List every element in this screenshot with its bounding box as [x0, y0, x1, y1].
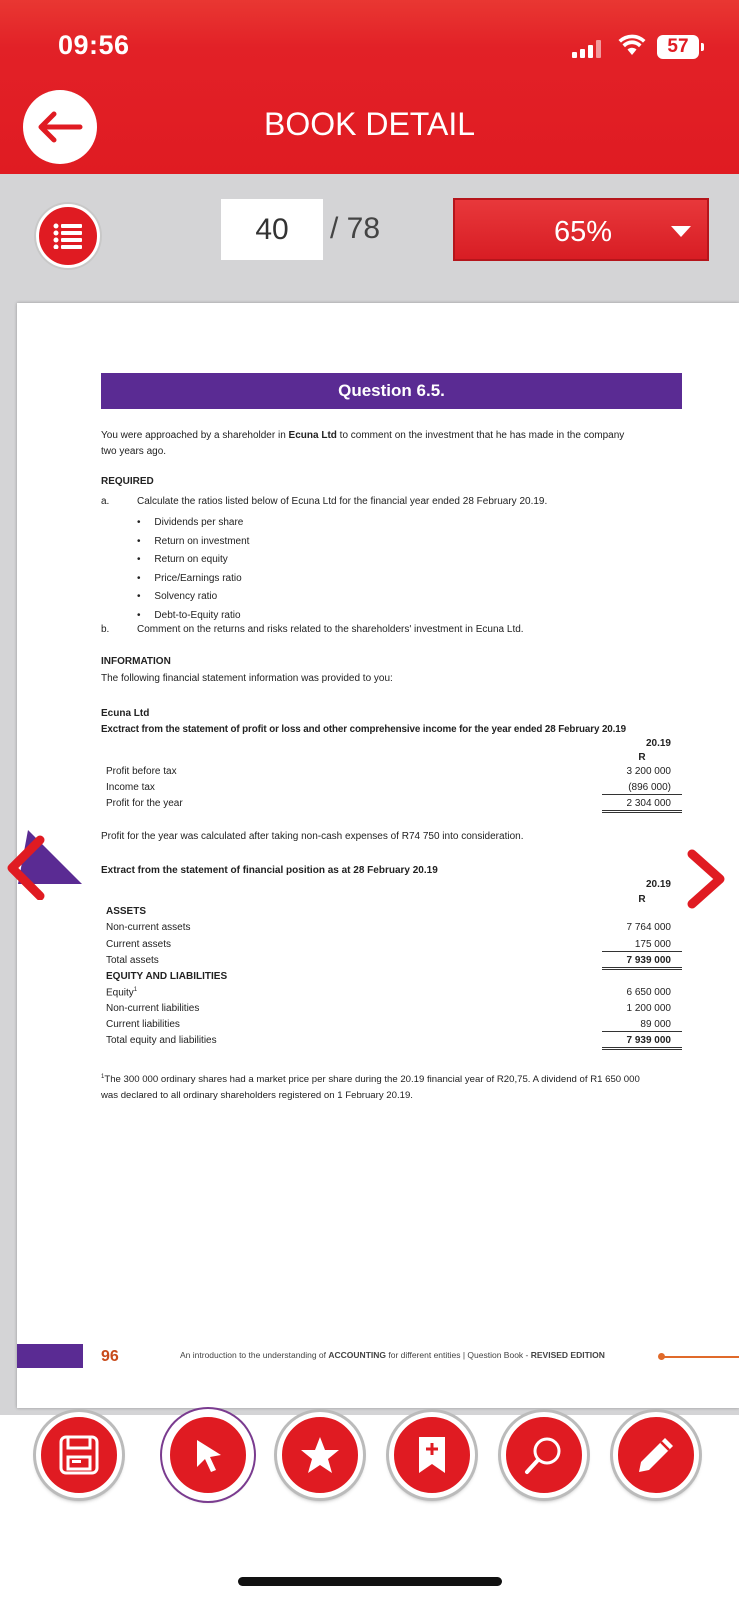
- page-number: 96: [101, 1348, 119, 1365]
- footnote: $^1$The 300 000 ordinary shares had a market price per share during the 20.19 financial year of R20,75. A dividend of R1 650 000 was declared to all ordinary shareholders registered on 1 February 20.19.: [101, 1074, 640, 1102]
- list-item: • Solvency ratio: [137, 591, 218, 602]
- zoom-select[interactable]: [453, 198, 709, 261]
- fp-row-value: 175 000: [634, 939, 671, 950]
- table-of-contents-button[interactable]: [36, 204, 100, 268]
- ratio-list: [137, 514, 249, 625]
- page-total: / 78: [330, 212, 381, 245]
- list-item: • Return on equity: [137, 554, 228, 565]
- caret-down-icon: [671, 226, 691, 237]
- fp-row-label: Non-current assets: [106, 922, 191, 933]
- fp-row-label: Current assets: [106, 939, 172, 950]
- signal-icon: [572, 40, 604, 58]
- item-b-text: Comment on the returns and risks related to the shareholders' investment in Ecuna Ltd.: [137, 624, 524, 635]
- fp-heading: Extract from the statement of financial position as at 28 February 20.19: [101, 865, 438, 876]
- fp-row-label: Total equity and liabilities: [106, 1035, 217, 1046]
- fp-row-value: 1 200 000: [626, 1003, 671, 1014]
- list-item: • Dividends per share: [137, 517, 244, 528]
- pl-row-value: (896 000): [628, 782, 671, 793]
- footer-line: [662, 1356, 739, 1358]
- list-item: • Return on investment: [137, 535, 250, 547]
- intro-text: You were approached by a shareholder in Ecuna Ltd to comment on the investment that he has made in the company two years ago.: [101, 430, 625, 457]
- total-rule: [602, 1047, 682, 1050]
- list-item: • Price/Earnings ratio: [137, 572, 242, 584]
- fp-currency: R: [638, 894, 646, 905]
- pl-row-label: Profit before tax: [106, 766, 177, 777]
- pl-row-value: 2 304 000: [626, 798, 671, 809]
- subtotal-rule: [602, 951, 682, 952]
- footer-text: An introduction to the understanding of ACCOUNTING for different entities | Question Book - REVISED EDITION: [180, 1350, 605, 1360]
- fp-row-label: Current liabilities: [106, 1019, 180, 1030]
- cursor-icon: [188, 1435, 228, 1475]
- pl-row-label: Income tax: [106, 782, 155, 793]
- fp-row-value: 7 939 000: [626, 955, 671, 966]
- pl-note: Profit for the year was calculated after taking non-cash expenses of R74 750 into consideration.: [101, 831, 524, 842]
- chevron-left-icon: [0, 830, 82, 900]
- fp-row-value: 6 650 000: [626, 987, 671, 998]
- battery-indicator: 57: [657, 35, 699, 59]
- fp-row-label: Non-current liabilities: [106, 1003, 200, 1014]
- fp-row-value: 7 939 000: [626, 1035, 671, 1046]
- add-bookmark-button[interactable]: [389, 1412, 475, 1498]
- item-a-text: Calculate the ratios listed below of Ecuna Ltd for the financial year ended 28 February 20.19.: [137, 496, 548, 507]
- total-rule: [602, 810, 682, 813]
- pl-heading: Exctract from the statement of profit or loss and other comprehensive income for the year ended 28 February 20.19: [101, 724, 626, 735]
- wifi-icon: [618, 34, 646, 61]
- search-button[interactable]: [501, 1412, 587, 1498]
- document-page: [17, 303, 739, 1408]
- page-number-input[interactable]: 40: [221, 199, 323, 260]
- equity-heading: EQUITY AND LIABILITIES: [106, 971, 228, 982]
- assets-heading: ASSETS: [106, 906, 147, 917]
- total-rule: [602, 967, 682, 970]
- list-item: • Debt-to-Equity ratio: [137, 609, 241, 621]
- page-title: BOOK DETAIL: [263, 106, 475, 142]
- select-tool-button[interactable]: [165, 1412, 251, 1498]
- chevron-right-icon: [685, 848, 727, 910]
- home-indicator: [238, 1577, 502, 1586]
- subtotal-rule: [602, 1031, 682, 1032]
- fp-row-value: 7 764 000: [626, 922, 671, 933]
- company-name: Ecuna Ltd: [101, 708, 150, 719]
- fp-year: 20.19: [645, 879, 671, 890]
- annotate-button[interactable]: [613, 1412, 699, 1498]
- list-icon: [53, 223, 83, 249]
- pencil-icon: [635, 1434, 677, 1476]
- item-b-label: b.: [101, 624, 110, 635]
- fp-row-value: 89 000: [640, 1019, 671, 1030]
- status-time: 09:56: [58, 30, 130, 60]
- search-icon: [523, 1434, 565, 1476]
- subtotal-rule: [602, 794, 682, 795]
- item-a-label: a.: [101, 496, 110, 507]
- fp-row-label: Equity$^1$: [106, 987, 138, 999]
- app-header: [0, 0, 739, 174]
- pl-currency: R: [638, 752, 646, 763]
- required-heading: REQUIRED: [101, 476, 154, 487]
- pl-row-label: Profit for the year: [106, 798, 183, 809]
- footer-accent: [17, 1344, 83, 1368]
- pl-year: 20.19: [645, 738, 671, 749]
- information-heading: INFORMATION: [101, 656, 171, 667]
- save-button[interactable]: [36, 1412, 122, 1498]
- star-icon: [299, 1434, 341, 1476]
- previous-page-button[interactable]: [0, 830, 82, 905]
- save-icon: [58, 1434, 100, 1476]
- information-text: The following financial statement information was provided to you:: [101, 673, 393, 684]
- fp-row-label: Total assets: [106, 955, 159, 966]
- favorites-button[interactable]: [277, 1412, 363, 1498]
- pl-row-value: 3 200 000: [626, 766, 671, 777]
- bookmark-plus-icon: [414, 1434, 450, 1476]
- zoom-value: 65%: [553, 216, 613, 248]
- question-banner: Question 6.5.: [101, 373, 682, 409]
- next-page-button[interactable]: [685, 848, 727, 915]
